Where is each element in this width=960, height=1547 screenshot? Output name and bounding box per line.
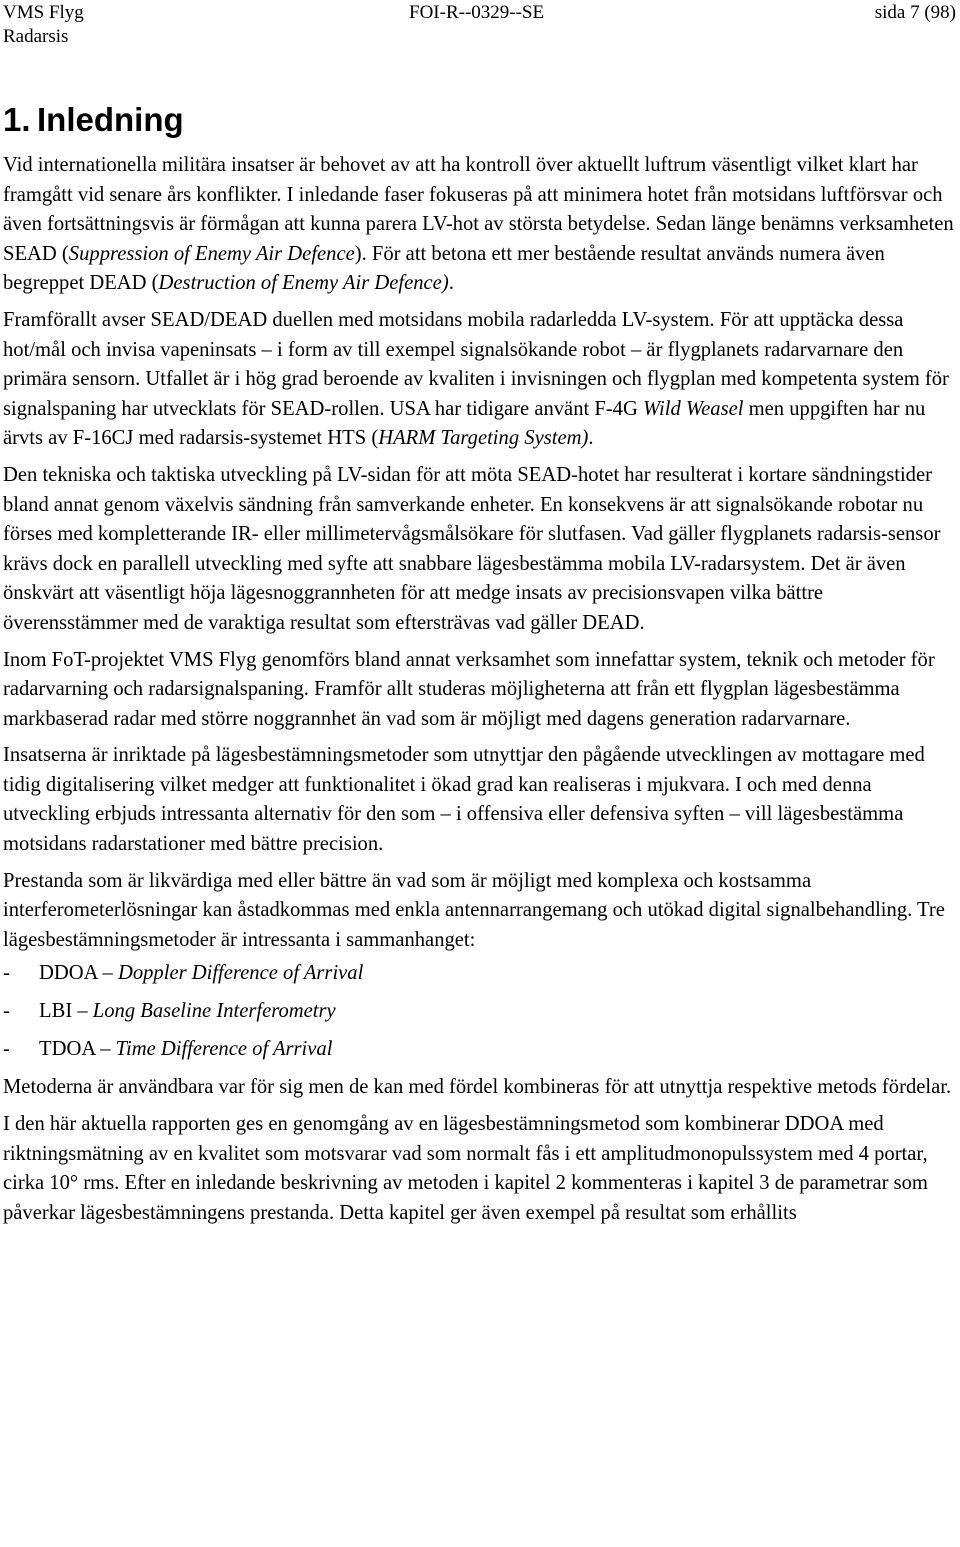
page-header <box>0 0 960 48</box>
list-item <box>3 959 955 988</box>
section-heading <box>3 100 184 140</box>
list-dash: - <box>3 1000 10 1023</box>
method-separator: – <box>72 1000 93 1023</box>
paragraph-2 <box>3 306 955 454</box>
paragraph-1-term-dead: Destruction of Enemy Air Defence) <box>158 272 449 295</box>
method-name: Doppler Difference of Arrival <box>117 962 364 985</box>
paragraph-7: Metoderna är användbara var för sig men de kan med fördel kombineras för att utnyttja respektive metods fördelar. <box>3 1076 952 1099</box>
header-subproject: Radarsis <box>3 26 69 47</box>
list-dash: - <box>3 1038 10 1061</box>
methods-list <box>3 959 955 1064</box>
method-separator: – <box>95 1038 116 1061</box>
paragraph-8: I den här aktuella rapporten ges en genomgång av en lägesbestämningsmetod som kombinerar DDOA med riktningsmätning av en kvalitet som motsvarar vad som normalt fås i ett amplitudmonopulssystem med 4 portar, cirka 10° rms. Efter en inledande beskrivning av metoden i kapitel 2 kommenteras i kapitel 3 de parametrar som påverkar lägesbestämningens prestanda. Detta kapitel ger även exempel på resultat som erhållits <box>3 1113 928 1224</box>
paragraph-1-text-b: ). För att betona ett mer bestående resultat används numera även begreppet DEAD ( <box>3 242 885 295</box>
header-report-id: FOI-R--0329--SE <box>409 2 545 23</box>
method-abbr: TDOA <box>39 1038 96 1061</box>
paragraph-2-term-wild-weasel: Wild Weasel <box>643 397 744 420</box>
paragraph-1-text-a: Vid internationella militära insatser är behovet av att ha kontroll över aktuellt luftrum väsentligt vilket klart har framgått vid senare års konflikter. I inledande faser fokuseras på att minimera hotet från motsidans luftförsvar och även fortsättningsvis är förmågan att kunna parera LV-hot av största betydelse. Sedan länge benämns verksamheten SEAD ( <box>3 154 954 265</box>
method-abbr: DDOA <box>39 962 98 985</box>
paragraph-1-text-c: . <box>448 272 454 295</box>
paragraph-2-text-c: . <box>588 427 594 450</box>
paragraph-2-text-a: Framförallt avser SEAD/DEAD duellen med motsidans mobila radarledda LV-system. För att upptäcka dessa hot/mål och invisa vapeninsats – i form av till exempel signalsökande robot – är flygplanets radarvarnare den primära sensorn. Utfallet är i hög grad beroende av kvaliten i invisningen och flygplan med kompetenta system för signalspaning har utvecklats för SEAD-rollen. USA har tidigare använt F-4G <box>3 308 949 420</box>
list-dash: - <box>3 962 10 985</box>
header-left <box>3 1 84 49</box>
method-abbr: LBI <box>39 1000 73 1023</box>
paragraph-1-term-sead: Suppression of Enemy Air Defence <box>68 242 355 265</box>
paragraph-6: Prestanda som är likvärdiga med eller bättre än vad som är möjligt med komplexa och kostsamma interferometerlösningar kan åstadkommas med enkla antennarrangemang och utökad digital signalbehandling. Tre lägesbestämningsmetoder är intressanta i sammanhanget: <box>3 869 945 951</box>
list-item <box>3 997 955 1026</box>
paragraph-1 <box>3 151 955 299</box>
paragraph-5: Insatserna är inriktade på lägesbestämningsmetoder som utnyttjar den pågående utvecklingen av mottagare med tidig digitalisering vilket medger att funktionalitet i ökad grad kan realiseras i mjukvara. I och med denna utveckling erbjuds intressanta alternativ för den som – i offensiva eller defensiva syften – vill lägesbestämma motsidans radarstationer med bättre precision. <box>3 744 925 856</box>
header-project: VMS Flyg <box>3 2 84 23</box>
section-title: Inledning <box>37 101 184 138</box>
method-separator: – <box>97 962 118 985</box>
body-text <box>3 151 955 1235</box>
paragraph-4: Inom FoT-projektet VMS Flyg genomförs bland annat verksamhet som innefattar system, teknik och metoder för radarvarning och radarsignalspaning. Framför allt studeras möjligheterna att från ett flygplan lägesbestämma markbaserad radar med större noggrannhet än vad som är möjligt med dagens generation radarvarnare. <box>3 648 935 730</box>
paragraph-3: Den tekniska och taktiska utveckling på LV-sidan för att möta SEAD-hotet har resulterat i kortare sändningstider bland annat genom växelvis sändning från samverkande enheter. En konsekvens är att signalsökande robotar nu förses med kompletterande IR- eller millimetervågsmålsökare för slutfasen. Vad gäller flygplanets radarsis-sensor krävs dock en parallell utveckling med syfte att snabbare lägesbestämma mobila LV-radarsystem. Det är även önskvärt att väsentligt höja lägesnoggrannheten för att medge insats av precisionsvapen vilka bättre överensstämmer med de varaktiga resultat som eftersträvas vad gäller DEAD. <box>3 463 941 634</box>
method-name: Time Difference of Arrival <box>115 1038 333 1061</box>
paragraph-2-text-b: men uppgiften har nu ärvts av F-16CJ med radarsis-systemet HTS ( <box>3 397 926 450</box>
section-number: 1. <box>3 101 31 138</box>
method-name: Long Baseline Interferometry <box>92 1000 336 1023</box>
paragraph-2-term-harm: HARM Targeting System) <box>378 427 589 450</box>
list-item <box>3 1035 955 1064</box>
header-page-number: sida 7 (98) <box>874 2 956 23</box>
